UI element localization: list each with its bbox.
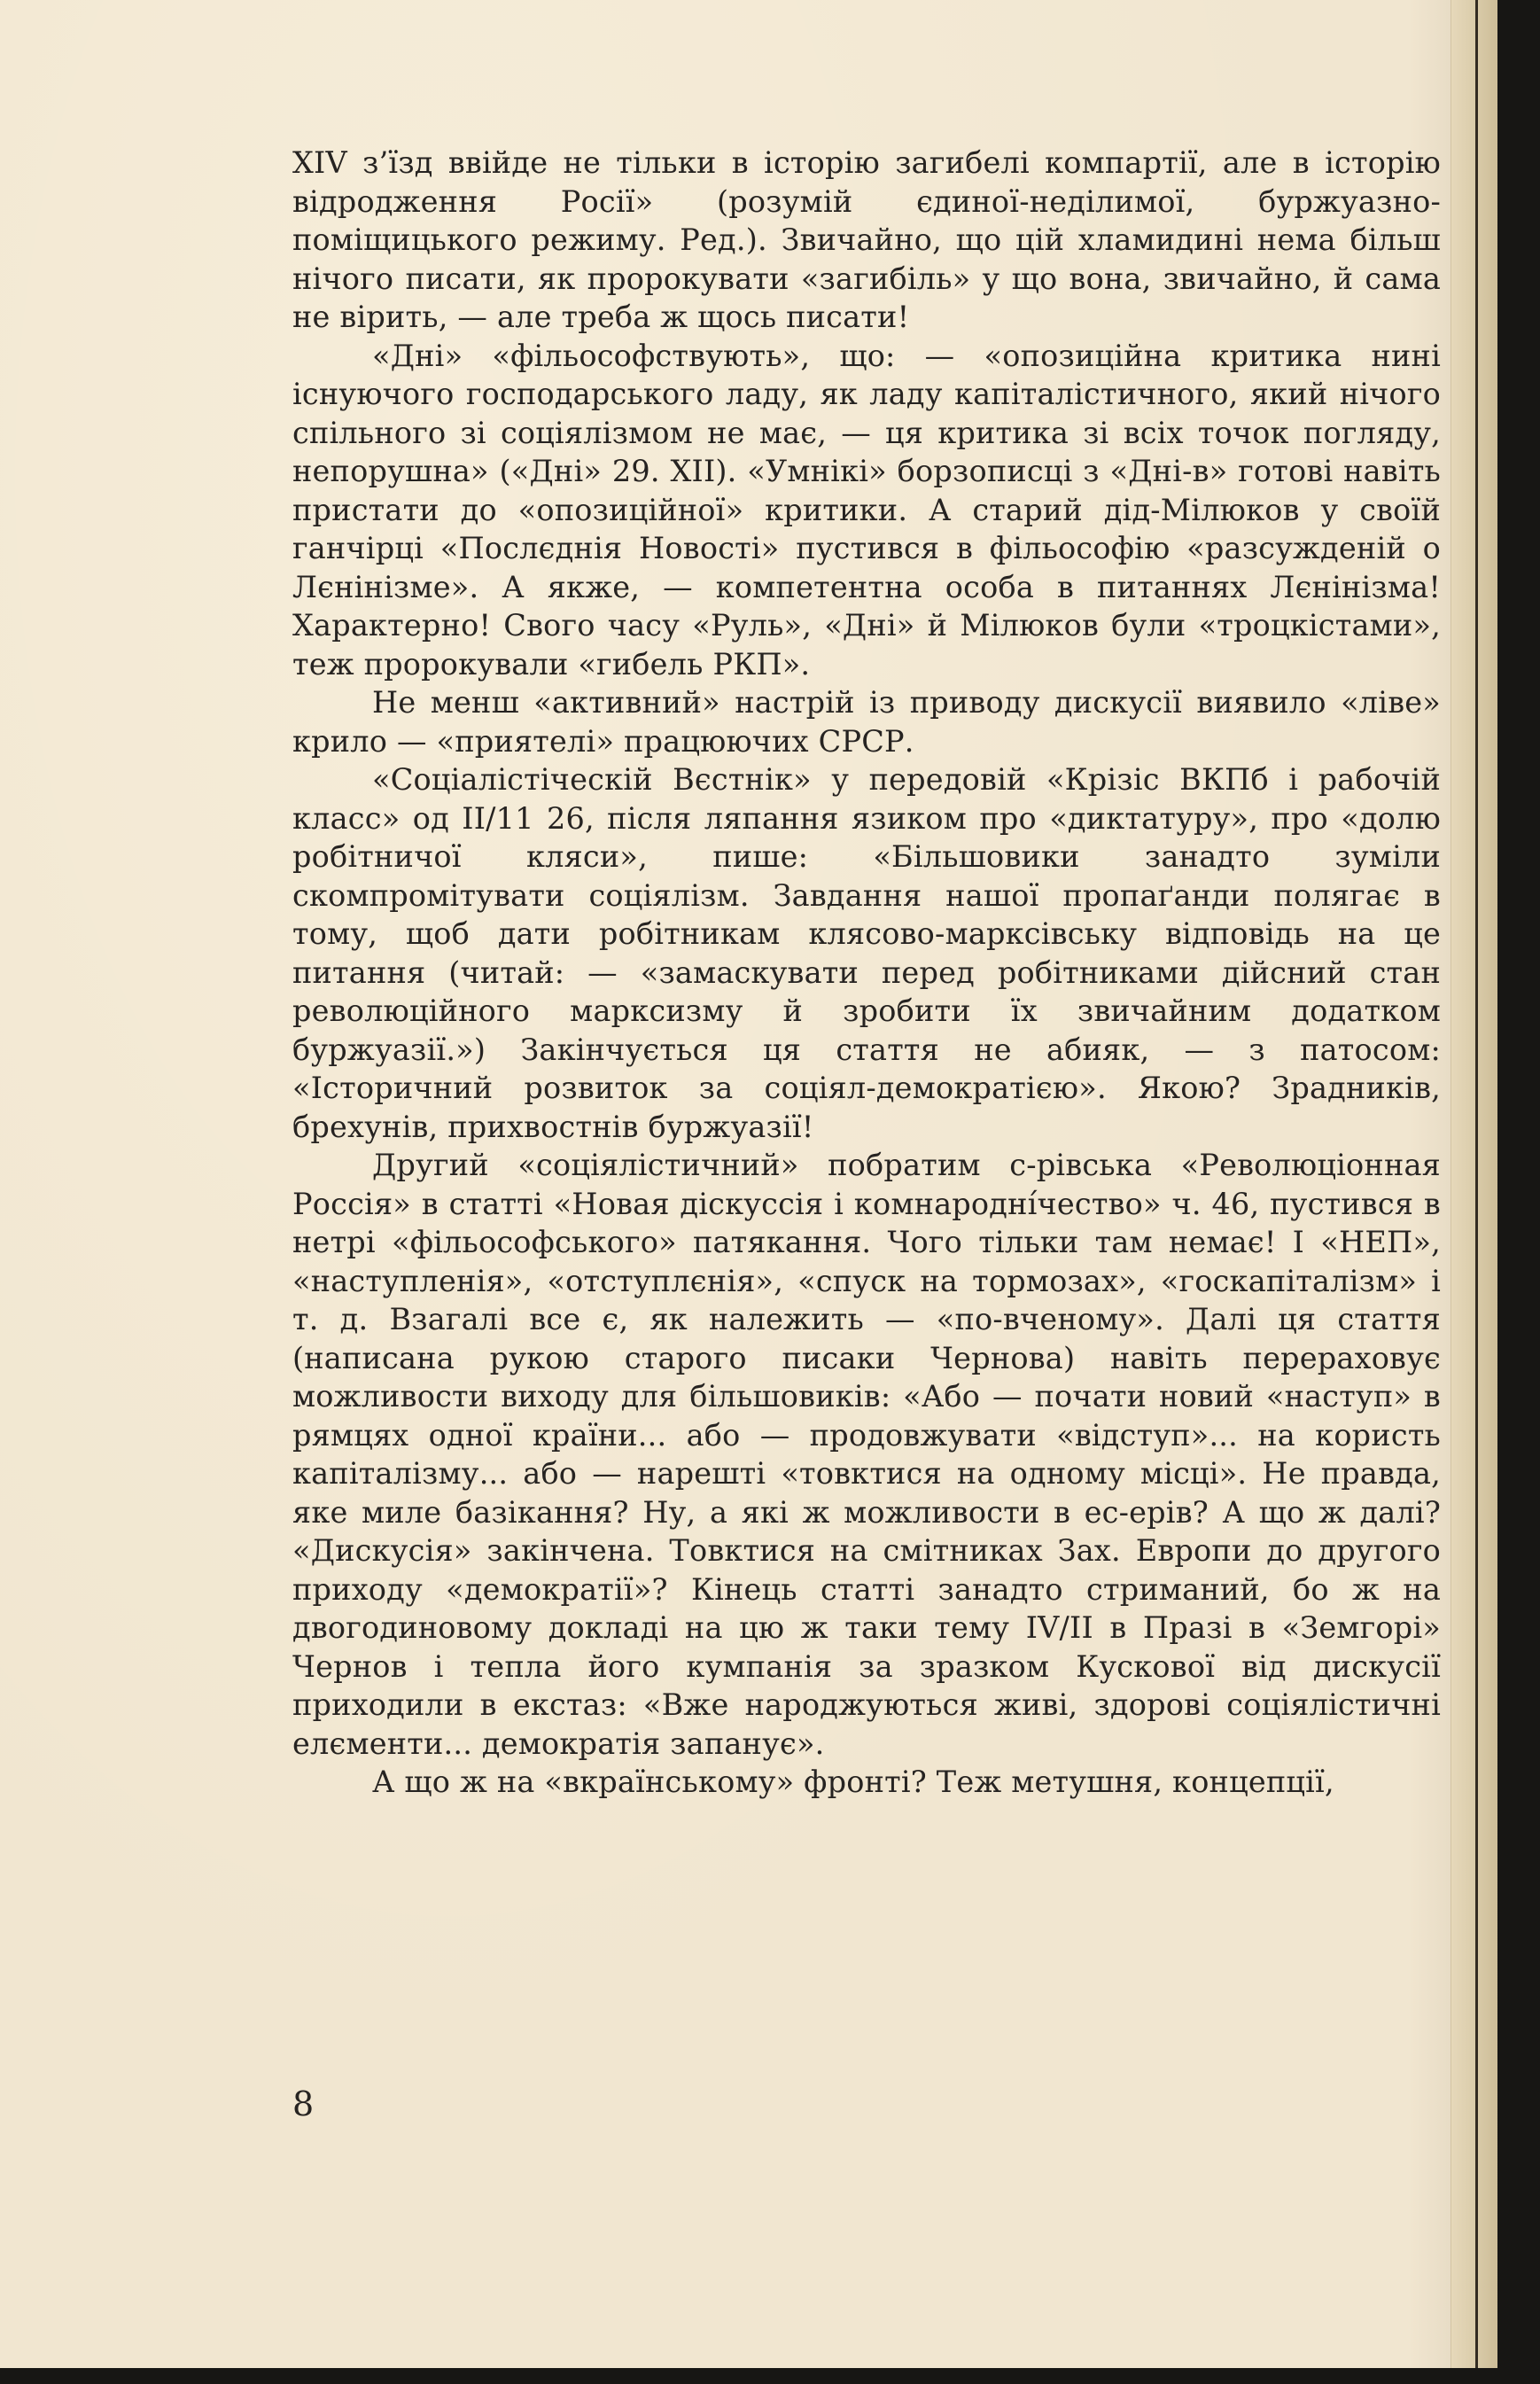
paragraph-5: Другий «соціялістичний» побратим с-рівська «Революціонная Россія» в статті «Новая діскуссія і комнародні́чество» ч. 46, пустився в нетрі «фільософського» патякання. Чого тільки там немає! І «НЕП», «наступленія», «отступлєнія», «спуск на тормозах», «госкапіталізм» і т. д. Взагалі все є, як належить — «по-вченому». Далі ця стаття (написана рукою старого писаки Чернова) навіть перераховує можливости виходу для більшовиків: «Або — почати новий «наступ» в рямцях одної країни... або — продовжувати «відступ»... на користь капіталізму... або — нарешті «товктися на одному місці». Не правда, яке миле базікання? Ну, а які ж можливости в ес-ерів? А що ж далі? «Дискусія» закінчена. Товктися на смітниках Зах. Европи до другого приходу «демократії»? Кінець статті занадто стриманий, бо ж на двогодиновому докладі на цю ж таки тему IV/II в Празі в «Земгорі» Чернов і тепла його кумпанія за зразком Кускової від дискусії приходили в екстаз: «Вже народжуються живі, здорові соціялістичні елєменти... демократія запанує».	[292, 1148, 1441, 1761]
paragraph-4: «Соціалістіческій Вєстнік» у передовій «Крізіс ВКПб і рабочій класс» од II/11 26, після ляпання язиком про «диктатуру», про «долю робітничої кляси», пише: «Більшовики занадто зуміли скомпромітувати соціялізм. Завдання нашої пропаґанди полягає в тому, щоб дати робітникам клясово-марксівську відповідь на це питання (читай: — «замаскувати перед робітниками дійсний стан революційного марксизму й зробити їх звичайним додатком буржуазії.») Закінчується ця стаття не абияк, — з патосом: «Історичний розвиток за соціял-демократією». Якою? Зрадників, брехунів, прихвостнів буржуазії!	[292, 762, 1441, 1144]
paragraph-3: Не менш «активний» настрій із приводу дискусії виявило «ліве» крило — «приятелі» працюючих СРСР.	[292, 685, 1441, 759]
page-fold-edge	[1451, 0, 1497, 2368]
paragraph-6: А що ж на «вкраїнському» фронті? Теж метушня, концепції,	[372, 1765, 1334, 1799]
paragraph-1: XIV з’їзд ввійде не тільки в історію загибелі компартії, але в історію відродження Росії» (розумій єдиної-неділимої, буржуазно-поміщицького режиму. Ред.). Звичайно, що цій хламидині нема більш нічого писати, як пророкувати «загибіль» у що вона, звичайно, й сама не вірить, — але треба ж щось писати!	[292, 145, 1441, 334]
body-text	[292, 144, 1441, 1802]
page-number: 8	[292, 2084, 315, 2123]
paragraph-2: «Дні» «фільософствують», що: — «опозиційна критика нині існуючого господарського ладу, як ладу капіталістичного, який нічого спільного зі соціялізмом не має, — ця критика зі всіх точок погляду, непорушна» («Дні» 29. XII). «Умнікі» борзописці з «Дні-в» готові навіть пристати до «опозиційної» критики. А старий дід-Мілюков у своїй ганчірці «Послєднія Новості» пустився в фільософію «разсужденій о Лєнінізме». А якже, — компетентна особа в питаннях Лєнінізма! Характерно! Свого часу «Руль», «Дні» й Мілюков були «троцкістами», теж пророкували «гибель РКП».	[292, 338, 1441, 682]
fold-shadow-line	[1475, 0, 1478, 2368]
